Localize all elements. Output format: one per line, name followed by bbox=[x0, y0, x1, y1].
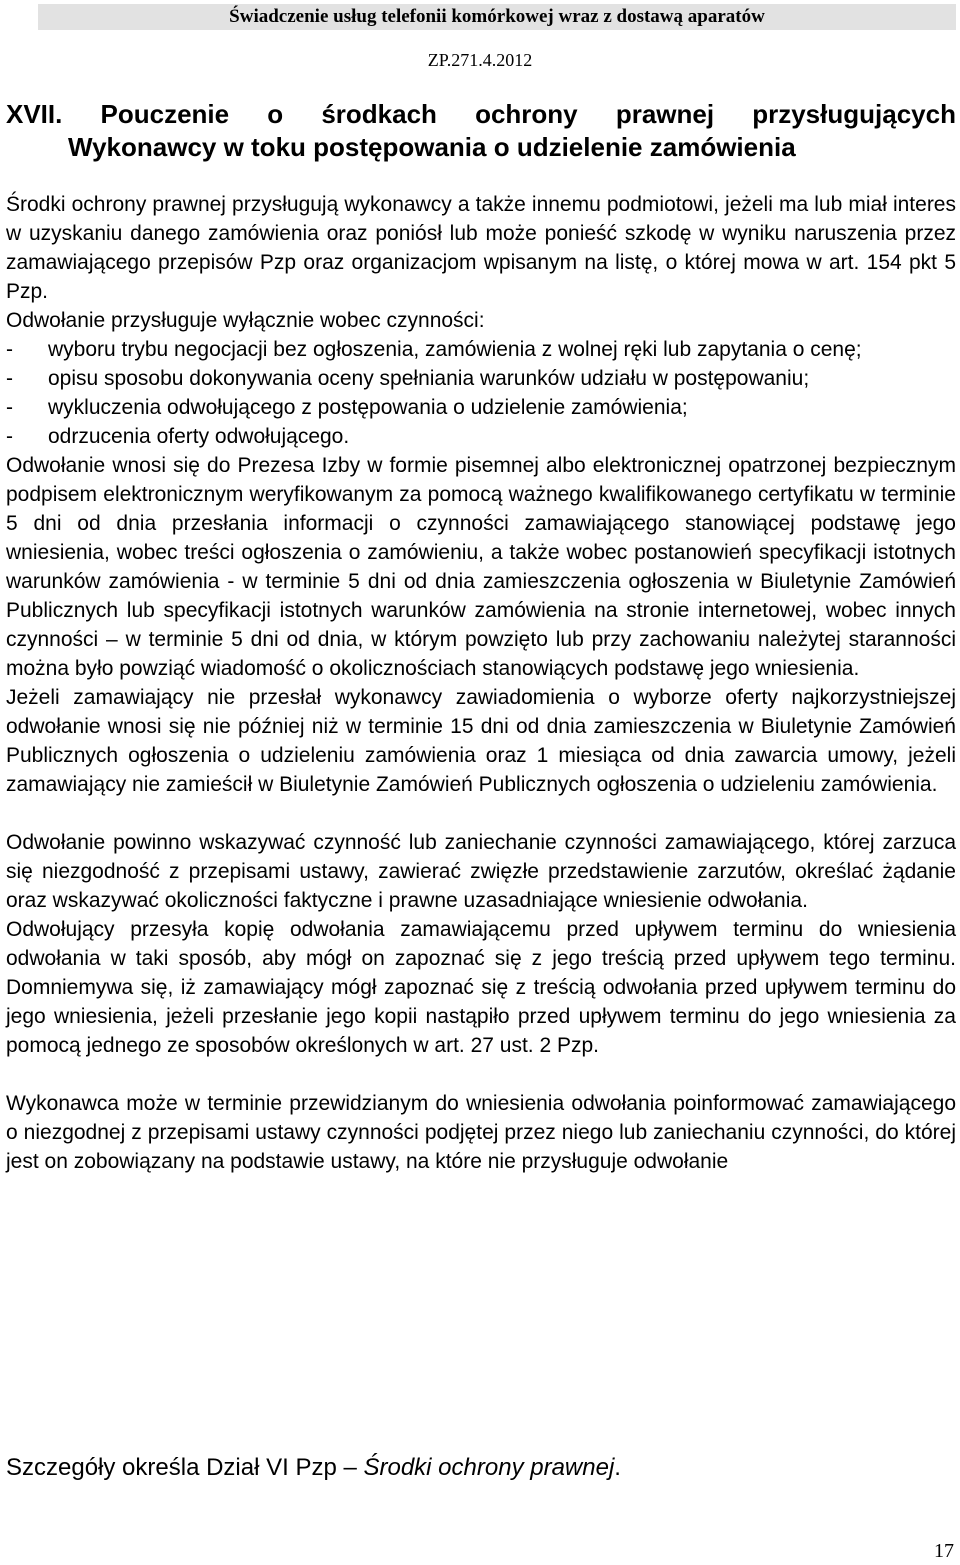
list-item bbox=[6, 364, 956, 393]
list-dash: - bbox=[6, 338, 13, 361]
list-dash: - bbox=[6, 396, 13, 419]
list-item-text: opisu sposobu dokonywania oceny spełniania warunków udziału w postępowaniu; bbox=[48, 367, 810, 390]
closing-suffix: . bbox=[614, 1454, 621, 1481]
section-heading-line1 bbox=[6, 98, 956, 131]
list-dash: - bbox=[6, 367, 13, 390]
heading-word: ochrony bbox=[475, 99, 578, 129]
document-header bbox=[38, 4, 956, 30]
heading-word: o bbox=[267, 99, 284, 129]
heading-word: środkach bbox=[321, 99, 437, 129]
section-heading-line2: Wykonawcy w toku postępowania o udzielenie zamówienia bbox=[68, 132, 796, 162]
section-number: XVII. bbox=[6, 99, 63, 129]
list-item bbox=[6, 335, 956, 364]
list-item-text: odrzucenia oferty odwołującego. bbox=[48, 425, 350, 448]
reference-number: ZP.271.4.2012 bbox=[427, 50, 533, 70]
list-item bbox=[6, 393, 956, 422]
appeal-actions-list bbox=[6, 335, 956, 451]
paragraph-contractor-notice: Wykonawca może w terminie przewidzianym do wniesienia odwołania poinformować zamawiającego o niezgodnej z przepisami ustawy czynności podjętej przez niego lub zaniechaniu czynności, do której jest on zobowiązany na podstawie ustawy, na które nie przysługuje odwołanie bbox=[6, 1092, 956, 1173]
page-number: 17 bbox=[934, 1540, 954, 1562]
paragraph-appeal-filing: Odwołanie wnosi się do Prezesa Izby w formie pisemnej albo elektronicznej opatrzonej bezpiecznym podpisem elektronicznym weryfikowanym za pomocą ważnego kwalifikowanego certyfikatu w terminie 5 dni od dnia przesłania informacji o czynności zamawiającego stanowiącej podstawę jego wniesienia, wobec treści ogłoszenia o zamówieniu, a także wobec postanowień specyfikacji istotnych warunków zamówienia - w terminie 5 dni od dnia zamieszczenia ogłoszenia w Biuletynie Zamówień Publicznych lub specyfikacji istotnych warunków zamówienia na stronie internetowej, wobec innych czynności – w terminie 5 dni od dnia, w którym powzięto lub przy zachowaniu należytej staranności można było powziąć wiadomość o okolicznościach stanowiących podstawę jego wniesienia. bbox=[6, 454, 956, 680]
document-body bbox=[6, 190, 956, 1176]
list-item-text: wyboru trybu negocjacji bez ogłoszenia, zamówienia z wolnej ręki lub zapytania o cenę; bbox=[48, 338, 862, 361]
heading-word: Pouczenie bbox=[100, 99, 230, 129]
paragraph-appeal-scope: Odwołanie przysługuje wyłącznie wobec czynności: bbox=[6, 309, 485, 332]
closing-italic: Środki ochrony prawnej bbox=[363, 1454, 615, 1481]
paragraph-legal-remedies: Środki ochrony prawnej przysługują wykonawcy a także innemu podmiotowi, jeżeli ma lub miał interes w uzyskaniu danego zamówienia oraz poniósł lub może ponieść szkodę w wyniku naruszenia przez zamawiającego przepisów Pzp oraz organizacjom wpisanym na listę, o której mowa w art. 154 pkt 5 Pzp. bbox=[6, 193, 956, 303]
heading-word: przysługujących bbox=[752, 99, 956, 129]
paragraph-appeal-deadline: Jeżeli zamawiający nie przesłał wykonawcy zawiadomienia o wyborze oferty najkorzystniejszej odwołanie wnosi się nie później niż w terminie 15 dni od dnia zamieszczenia w Biuletynie Zamówień Publicznych ogłoszenia o udzieleniu zamówienia oraz 1 miesiąca od dnia zawarcia umowy, jeżeli zamawiający nie zamieścił w Biuletynie Zamówień Publicznych ogłoszenia o udzieleniu zamówienia. bbox=[6, 686, 956, 796]
list-item-text: wykluczenia odwołującego z postępowania o udzielenie zamówienia; bbox=[48, 396, 688, 419]
paragraph-appeal-content: Odwołanie powinno wskazywać czynność lub zaniechanie czynności zamawiającego, której zarzuca się niezgodność z przepisami ustawy, zawierać zwięzłe przedstawienie zarzutów, określać żądanie oraz wskazywać okoliczności faktyczne i prawne uzasadniające wniesienie odwołania. bbox=[6, 831, 956, 912]
closing-prefix: Szczegóły określa Dział VI Pzp – bbox=[6, 1454, 364, 1481]
heading-word: prawnej bbox=[615, 99, 715, 129]
list-item bbox=[6, 422, 956, 451]
section-heading bbox=[6, 98, 956, 164]
document-header-title: Świadczenie usług telefonii komórkowej wraz z dostawą aparatów bbox=[229, 6, 765, 27]
closing-reference bbox=[6, 1454, 621, 1482]
paragraph-appeal-copy: Odwołujący przesyła kopię odwołania zamawiającemu przed upływem terminu do wniesienia odwołania w taki sposób, aby mógł on zapoznać się z jego treścią przed upływem tego terminu. Domniemywa się, iż zamawiający mógł zapoznać się z treścią odwołania przed upływem terminu do jego wniesienia, jeżeli przesłanie jego kopii nastąpiło przed upływem terminu do jego wniesienia za pomocą jednego ze sposobów określonych w art. 27 ust. 2 Pzp. bbox=[6, 918, 956, 1057]
list-dash: - bbox=[6, 425, 13, 448]
